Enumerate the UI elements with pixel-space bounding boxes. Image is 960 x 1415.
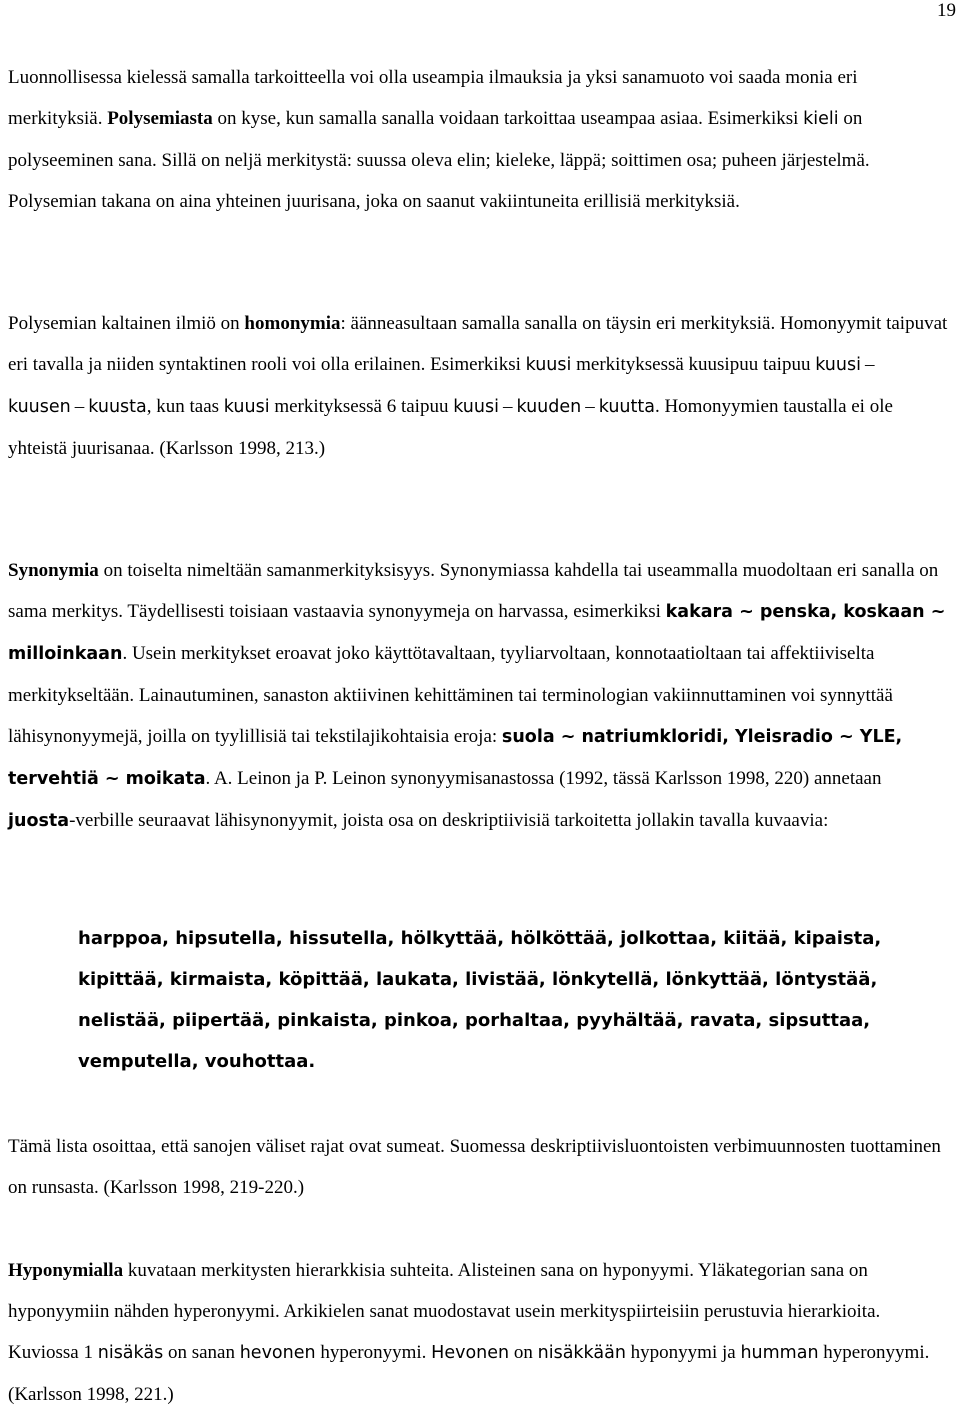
term-synonymy: Synonymia <box>8 560 99 581</box>
text: hyperonyymi. (Karlsson 1998, 221.) <box>8 1342 930 1405</box>
page-number: 19 <box>937 0 956 21</box>
dash: – <box>502 396 513 417</box>
example-word: hevonen <box>239 1343 316 1363</box>
example-word: kuutta <box>598 397 655 417</box>
text: on toiselta nimeltään samanmerkityksisyys. Synonymiassa kahdella tai useammalla muodoltaan eri sanalla on sama merkitys. Täydellisesti toisiaan vastaavia synonyymeja on harvassa, esimerkiksi <box>8 560 939 622</box>
text: . Homonyymien taustalla ei ole yhteistä juurisanaa. (Karlsson 1998, 213.) <box>8 396 893 459</box>
text: on sanan <box>163 1342 240 1363</box>
text: merkityksessä kuusipuu taipuu <box>571 354 816 375</box>
text: on polyseeminen sana. Sillä on neljä merkitystä: suussa oleva elin; kieleke, läppä; soittimen osa; puheen järjestelmä. Polysemian takana on aina yhteinen juurisana, joka on saanut vakiintuneita erillisiä merkityksiä. <box>8 108 870 212</box>
example-word: nisäkkään <box>537 1343 626 1363</box>
text: on <box>509 1342 538 1363</box>
term-hyponymy: Hyponymialla <box>8 1260 124 1281</box>
text: hyponyymi ja <box>625 1342 741 1363</box>
example-word: kuuden <box>516 397 582 417</box>
example-word: nisäkäs <box>97 1343 164 1363</box>
example-words: suola ~ natriumkloridi, Yleisradio ~ YLE, tervehtiä ~ moikata <box>8 727 903 789</box>
text: hyperonyymi. <box>315 1342 432 1363</box>
paragraph-polysemy <box>8 57 953 222</box>
text: Polysemian kaltainen ilmiö on <box>8 313 245 334</box>
text: . Usein merkitykset eroavat joko käyttötavaltaan, tyyliarvoltaan, konnotaatioltaan tai affektiiviselta merkitykseltään. Lainautuminen, sanaston aktiivinen kehittäminen tai terminologian vakiinnuttaminen voi synnyttää lähisynonyymejä, joilla on tyylillisiä tai tekstilajikohtaisia eroja: <box>8 643 893 747</box>
dash: – <box>585 396 595 417</box>
verb-list: harppoa, hipsutella, hissutella, hölkyttää, hölköttää, jolkottaa, kiitää, kipaista, kipittää, kirmaista, köpittää, laukata, livistää, lönkytellä, lönkyttää, löntystää, nelistää, piipertää, pinkaista, pinkoa, porhaltaa, pyyhältää, ravata, sipsuttaa, vemputella, vouhottaa. <box>78 928 882 1072</box>
text: , kun taas <box>146 396 224 417</box>
paragraph-list-note: Tämä lista osoittaa, että sanojen väliset rajat ovat sumeat. Suomessa deskriptiivisluontoisten verbimuunnosten tuottaminen on runsasta. (Karlsson 1998, 219-220.) <box>8 1136 941 1198</box>
term-polysemy: Polysemiasta <box>107 108 213 129</box>
dash: – <box>864 354 875 375</box>
text: . A. Leinon ja P. Leinon synonyymisanastossa (1992, tässä Karlsson 1998, 220) annetaan <box>205 768 882 789</box>
example-word: kuusen <box>8 397 71 417</box>
example-word: kuusi <box>525 355 572 375</box>
example-word: kuusi <box>453 397 499 417</box>
example-words: kakara ~ penska, koskaan ~ milloinkaan <box>8 602 946 664</box>
text: : äänneasultaan samalla sanalla on täysin eri merkityksiä. Homonyymit taipuvat eri tavalla ja niiden syntaktinen rooli voi olla erilainen. Esimerkiksi <box>8 313 948 375</box>
text: -verbille seuraavat lähisynonyymit, joista osa on deskriptiivisiä tarkoitetta jollakin tavalla kuvaavia: <box>69 810 829 831</box>
example-word: humman <box>740 1343 819 1363</box>
example-word: kuusi <box>223 397 270 417</box>
text: merkityksessä 6 taipuu <box>269 396 454 417</box>
text: on kyse, kun samalla sanalla voidaan tarkoittaa useampaa asiaa. Esimerkiksi <box>212 108 804 129</box>
paragraph-hyponymy <box>8 1250 953 1415</box>
paragraph-homonymy <box>8 303 953 469</box>
term-homonymy: homonymia <box>244 313 341 334</box>
example-word: kieli <box>803 109 839 129</box>
dash: – <box>74 396 85 417</box>
example-word: Hevonen <box>431 1343 510 1363</box>
text: Luonnollisessa kielessä samalla tarkoitteella voi olla useampia ilmauksia ja yksi sanamuoto voi saada monia eri merkityksiä. <box>8 67 858 129</box>
example-word: kuusta <box>88 397 147 417</box>
text: kuvataan merkitysten hierarkkisia suhteita. Alisteinen sana on hyponyymi. Yläkategorian sana on hyponyymiin nähden hyperonyymi. Arkikielen sanat muodostavat usein merkityspiirteisiin perustuvia hierarkioita. Kuviossa 1 <box>8 1260 881 1363</box>
example-word: kuusi <box>815 355 861 375</box>
paragraph-synonymy <box>8 550 953 842</box>
example-word: juosta <box>8 811 70 831</box>
